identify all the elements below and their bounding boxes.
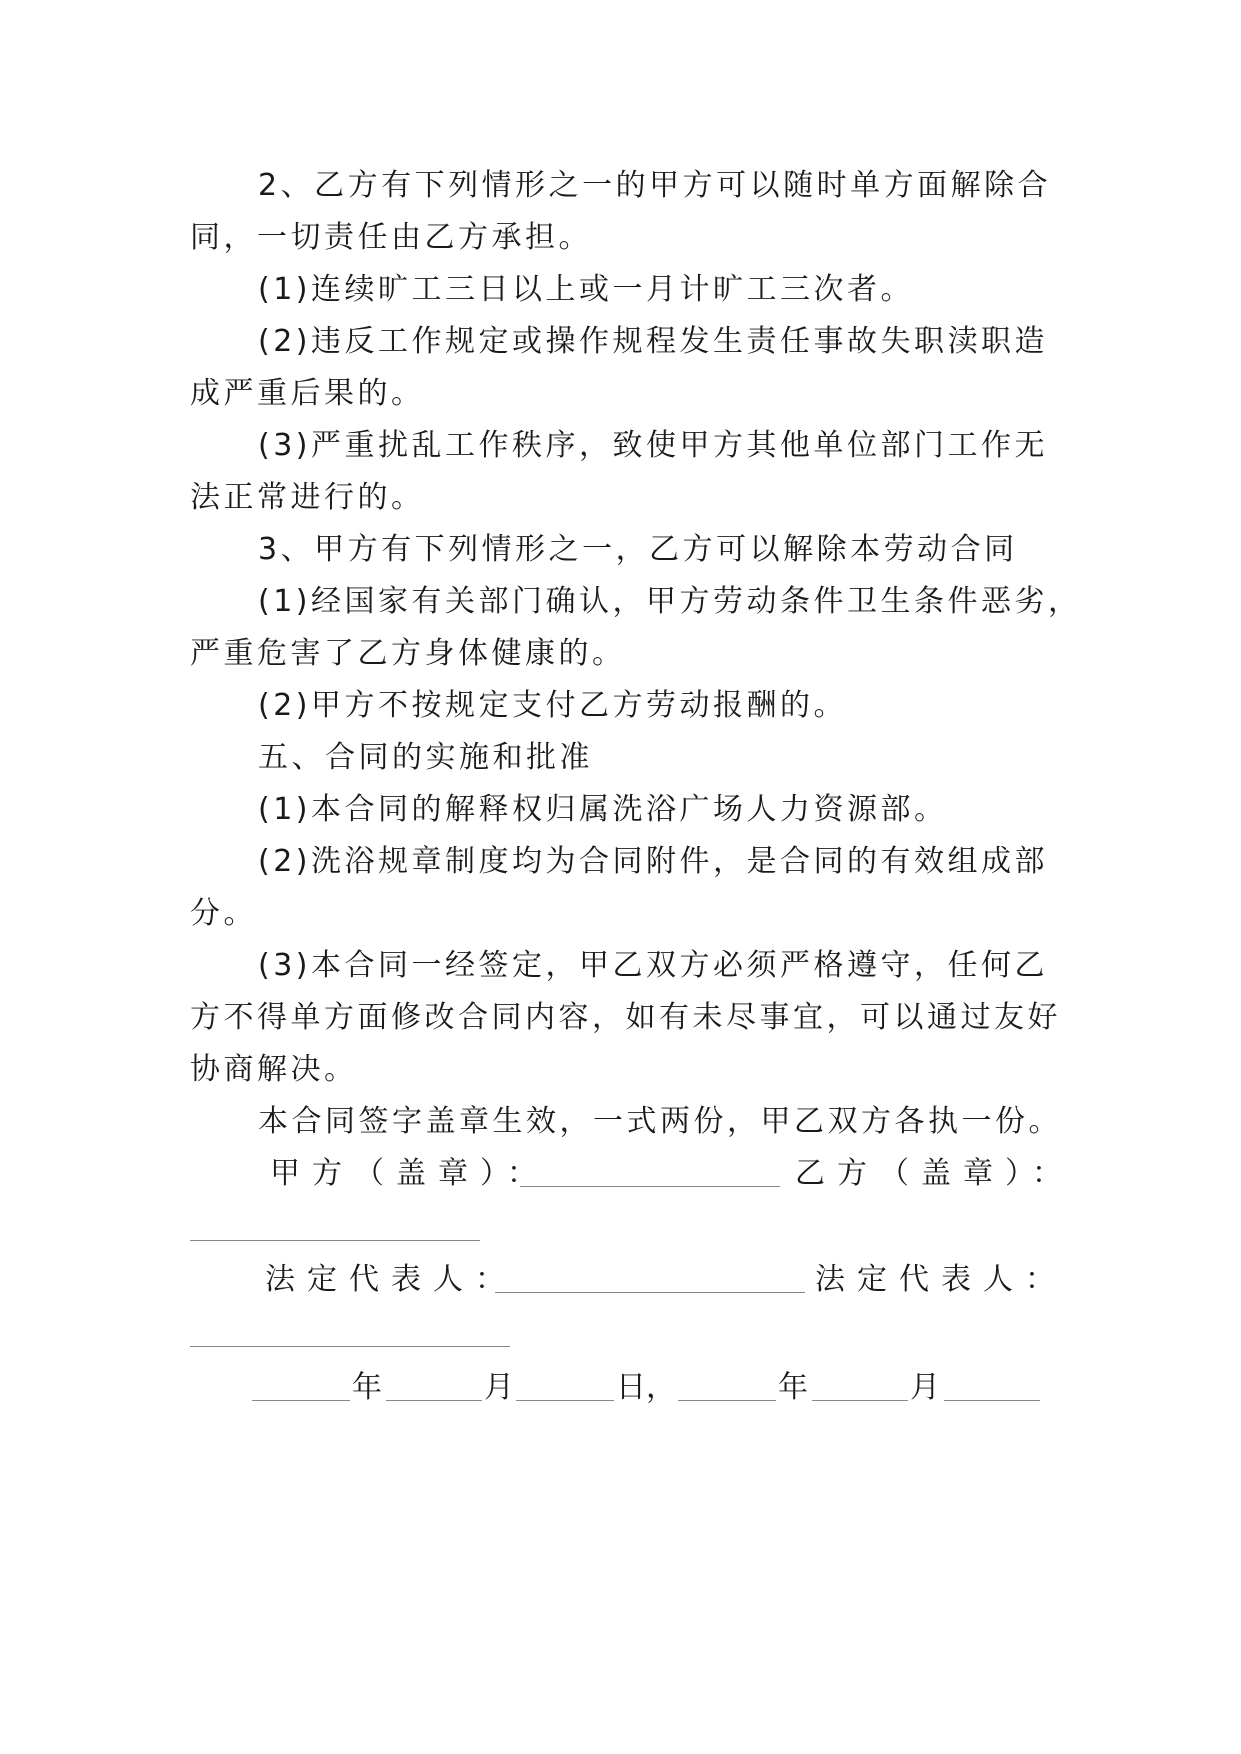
legal-rep-a-label: 法定代表人： (265, 1262, 517, 1297)
paragraph-line: (3)本合同一经签定，甲乙双方必须严格遵守，任何乙 (258, 948, 1048, 983)
day2-blank[interactable] (944, 1400, 1040, 1401)
paragraph-line: 同，一切责任由乙方承担。 (190, 220, 592, 255)
paragraph-line: 法正常进行的。 (190, 480, 425, 515)
legal-rep-b-label: 法定代表人： (815, 1262, 1067, 1297)
party-a-seal-label: 甲方（盖章）： (270, 1156, 549, 1191)
paragraph-line: 2、乙方有下列情形之一的甲方可以随时单方面解除合 (258, 168, 1052, 203)
paragraph-line: 方不得单方面修改合同内容，如有未尽事宜，可以通过友好 (190, 1000, 1061, 1035)
paragraph-line: (1)连续旷工三日以上或一月计旷工三次者。 (258, 272, 914, 307)
party-a-seal-blank[interactable] (520, 1186, 780, 1187)
paragraph-line: (1)本合同的解释权归属洗浴广场人力资源部。 (258, 792, 948, 827)
legal-rep-b-blank[interactable] (190, 1346, 510, 1347)
paragraph-line: 协商解决。 (190, 1052, 358, 1087)
paragraph-line: 3、甲方有下列情形之一，乙方可以解除本劳动合同 (258, 532, 1018, 567)
party-b-seal-blank[interactable] (190, 1240, 480, 1241)
month2-label: 月 (910, 1370, 940, 1405)
month-blank[interactable] (386, 1400, 482, 1401)
day-label: 日， (616, 1370, 676, 1405)
paragraph-line: (2)违反工作规定或操作规程发生责任事故失职渎职造 (258, 324, 1048, 359)
section-heading: 五、合同的实施和批准 (258, 740, 593, 775)
month-label: 月 (484, 1370, 514, 1405)
year-label: 年 (352, 1370, 382, 1405)
paragraph-line: (3)严重扰乱工作秩序，致使甲方其他单位部门工作无 (258, 428, 1048, 463)
paragraph-line: 本合同签字盖章生效，一式两份，甲乙双方各执一份。 (258, 1104, 1062, 1139)
year2-blank[interactable] (678, 1400, 776, 1401)
paragraph-line: (2)甲方不按规定支付乙方劳动报酬的。 (258, 688, 847, 723)
paragraph-line: (1)经国家有关部门确认，甲方劳动条件卫生条件恶劣， (258, 584, 1082, 619)
paragraph-line: 分。 (190, 896, 257, 931)
month2-blank[interactable] (812, 1400, 908, 1401)
legal-rep-a-blank[interactable] (495, 1292, 805, 1293)
party-b-seal-label: 乙方（盖章）： (795, 1156, 1074, 1191)
paragraph-line: (2)洗浴规章制度均为合同附件，是合同的有效组成部 (258, 844, 1048, 879)
paragraph-line: 成严重后果的。 (190, 376, 425, 411)
year-blank[interactable] (252, 1400, 350, 1401)
day-blank[interactable] (516, 1400, 614, 1401)
paragraph-line: 严重危害了乙方身体健康的。 (190, 636, 626, 671)
year2-label: 年 (778, 1370, 808, 1405)
